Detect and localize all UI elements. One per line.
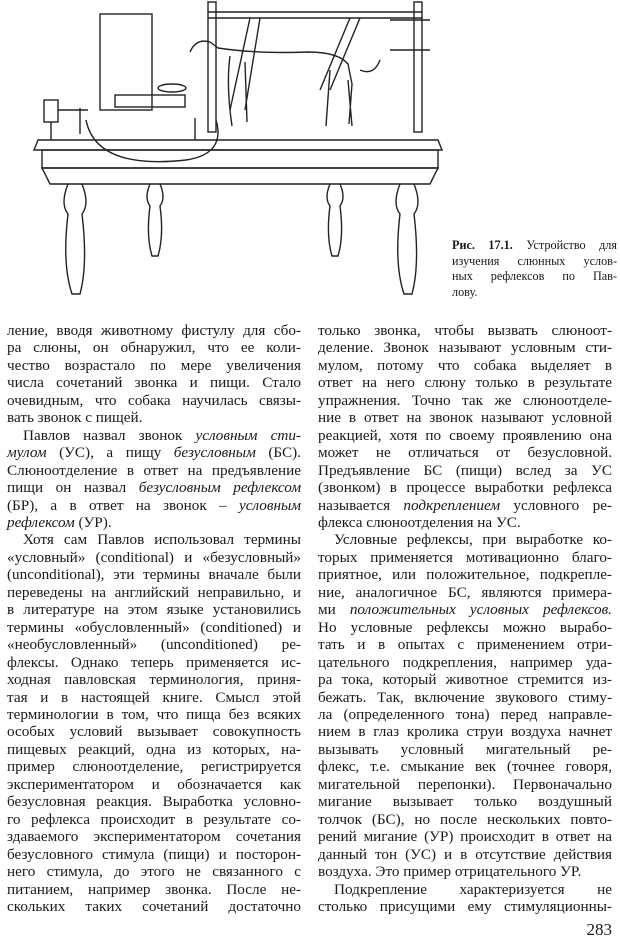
text-line bbox=[7, 514, 301, 531]
text-segment: числа сочетаний звонка и пищи. Стало bbox=[7, 374, 301, 392]
italic-term: рефлексом bbox=[7, 513, 75, 531]
text-line bbox=[318, 723, 612, 740]
text-segment: мигательной перепонки). Первоначально bbox=[318, 775, 612, 793]
text-segment: Но условные рефлексы можно вырабо- bbox=[318, 618, 612, 636]
text-line bbox=[318, 828, 612, 845]
text-line bbox=[318, 409, 612, 426]
text-segment: термины «обусловленный» (conditioned) и bbox=[7, 618, 301, 636]
caption-line: лову. bbox=[452, 284, 478, 299]
text-line bbox=[7, 497, 301, 514]
text-segment: переведены на английский неправильно, и bbox=[7, 583, 301, 601]
text-line bbox=[318, 462, 612, 479]
text-line bbox=[318, 497, 612, 514]
text-line bbox=[7, 357, 301, 374]
text-line bbox=[318, 863, 612, 880]
text-line bbox=[7, 689, 301, 706]
text-segment: вызывать условный мигательный ре- bbox=[318, 740, 612, 758]
text-segment: питанием, например звонка. После не- bbox=[7, 880, 301, 898]
text-line bbox=[7, 374, 301, 391]
text-line bbox=[318, 566, 612, 583]
italic-term: мулом bbox=[7, 444, 47, 462]
text-segment: экспериментатором и обозначается как bbox=[7, 775, 301, 793]
text-segment: в литературе на этом языке установились bbox=[7, 601, 301, 619]
text-line bbox=[7, 758, 301, 775]
text-segment: Слюноотделение в ответ на предъявление bbox=[7, 461, 301, 479]
italic-term: безусловным рефлексом bbox=[138, 479, 302, 497]
text-segment: ние в ответ на звонок называют условной bbox=[318, 409, 612, 427]
text-segment: нием в глаз кролика струи воздуха начнет bbox=[318, 723, 612, 741]
text-line bbox=[318, 392, 612, 409]
text-segment: может не отличаться от безусловной. bbox=[318, 444, 612, 462]
text-line bbox=[7, 601, 301, 618]
text-segment: Подкрепление характеризуется не bbox=[334, 880, 612, 898]
text-segment: реакцией, хотя по своему проявлению она bbox=[318, 426, 612, 444]
text-segment: «необусловленный» (unconditioned) ре- bbox=[7, 636, 301, 654]
text-segment: чество возрастало по мере увеличения bbox=[7, 356, 301, 374]
text-segment: (БС). bbox=[255, 444, 301, 462]
italic-term: подкреплением bbox=[403, 496, 501, 514]
text-line bbox=[318, 654, 612, 671]
text-line bbox=[318, 689, 612, 706]
text-segment: (БР), а в ответ на звонок – bbox=[7, 496, 239, 514]
text-line bbox=[7, 479, 301, 496]
text-segment: мигание вызывает только воздушный bbox=[318, 793, 612, 811]
text-segment: флекс, т.е. смыкание век (точнее говоря, bbox=[318, 758, 612, 776]
text-line bbox=[318, 636, 612, 653]
text-line bbox=[318, 444, 612, 461]
text-line bbox=[7, 811, 301, 828]
text-line bbox=[318, 758, 612, 775]
text-line bbox=[318, 741, 612, 758]
text-segment: рений мигание (УР) происходит в ответ на bbox=[318, 828, 612, 846]
text-line bbox=[318, 671, 612, 688]
text-line bbox=[7, 566, 301, 583]
text-segment: особых условий вызывает совокупность bbox=[7, 723, 301, 741]
text-segment: Хотя сам Павлов использовал термины bbox=[23, 531, 301, 549]
text-segment: ра тока, который животное стремится из- bbox=[318, 671, 612, 689]
text-line bbox=[7, 619, 301, 636]
text-line bbox=[7, 339, 301, 356]
text-segment: Условные рефлексы, при выработке ко- bbox=[334, 531, 612, 549]
text-segment: «условный» (conditional) и «безусловный» bbox=[7, 548, 301, 566]
text-segment: упражнения. Точно так же слюноотделе- bbox=[318, 391, 612, 409]
caption-label: Рис. 17.1. bbox=[452, 238, 513, 252]
text-column-left bbox=[7, 322, 301, 915]
text-segment: только звонка, чтобы вызвать слюноот- bbox=[318, 322, 612, 339]
text-line bbox=[318, 881, 612, 898]
text-line bbox=[318, 531, 612, 548]
text-line bbox=[7, 863, 301, 880]
text-line bbox=[318, 619, 612, 636]
text-segment: ла (определенного тона) перед направле- bbox=[318, 705, 612, 723]
text-line bbox=[7, 898, 301, 915]
text-segment: (unconditional), эти термины вначале были bbox=[7, 566, 301, 584]
text-line bbox=[7, 427, 301, 444]
text-line bbox=[7, 444, 301, 461]
text-segment: данный тон (УС) и в отсутствие действия bbox=[318, 845, 612, 863]
text-segment: здаваемого экспериментатором сочетания bbox=[7, 828, 301, 846]
text-line bbox=[7, 322, 301, 339]
text-segment: него стимула, до этого не связанного с bbox=[7, 863, 301, 881]
text-segment: бежать. Так, включение звукового стиму- bbox=[318, 688, 612, 706]
pavlov-apparatus-illustration bbox=[30, 0, 450, 318]
text-line bbox=[7, 654, 301, 671]
text-line bbox=[7, 531, 301, 548]
caption-line: ных рефлексов по Пав- bbox=[452, 269, 617, 283]
text-segment: флексы. Однако теперь применяется ис- bbox=[7, 653, 301, 671]
italic-term: безусловным bbox=[173, 444, 256, 462]
text-segment: очевидным, что собака научилась связы- bbox=[7, 391, 301, 409]
text-segment: безусловная реакция. Выработка условно- bbox=[7, 793, 301, 811]
text-segment: тая и в настоящей книге. Смысл этой bbox=[7, 688, 301, 706]
text-segment: пищевых реакций, одна из которых, на- bbox=[7, 740, 301, 758]
text-segment: терминологии в том, что пища без всяких bbox=[7, 705, 301, 723]
text-line bbox=[318, 776, 612, 793]
text-column-right bbox=[318, 322, 612, 915]
text-segment: (УР). bbox=[74, 513, 112, 531]
text-segment: цательного подкрепления, например уда- bbox=[318, 653, 612, 671]
text-segment: ми bbox=[318, 601, 350, 619]
caption-line bbox=[452, 238, 617, 254]
text-line bbox=[318, 322, 612, 339]
text-segment: ответ на него слюну только в результате bbox=[318, 374, 612, 392]
text-line bbox=[7, 828, 301, 845]
text-line bbox=[7, 706, 301, 723]
text-segment: называется bbox=[318, 496, 404, 514]
text-line bbox=[7, 881, 301, 898]
text-segment: скольких таких сочетаний достаточно bbox=[7, 897, 301, 915]
text-segment: торых применяется мотивационно благо- bbox=[318, 548, 612, 566]
page-number: 283 bbox=[586, 920, 612, 939]
text-line bbox=[318, 601, 612, 618]
text-line bbox=[318, 339, 612, 356]
text-segment: ходная павловская терминология, приня- bbox=[7, 671, 301, 689]
text-line bbox=[7, 741, 301, 758]
text-line bbox=[7, 671, 301, 688]
text-segment: вать звонок с пищей. bbox=[7, 409, 143, 427]
text-segment: флекса слюноотделения на УС. bbox=[318, 513, 521, 531]
text-line bbox=[7, 846, 301, 863]
text-segment: деление. Звонок называют условным сти- bbox=[318, 339, 612, 357]
text-segment: толчок (БС), но после нескольких повто- bbox=[318, 810, 612, 828]
italic-term: положительных условных рефлексов. bbox=[349, 601, 612, 619]
text-segment: столько присущими ему стимуляционны- bbox=[318, 897, 612, 915]
text-segment: го рефлекса происходит в результате со- bbox=[7, 810, 301, 828]
text-segment: приятное, или положительное, подкрепле- bbox=[318, 566, 612, 584]
text-segment: Предъявление БС (пищи) вслед за УС bbox=[318, 461, 612, 479]
text-segment: (УС), а пищу bbox=[46, 444, 174, 462]
text-line bbox=[318, 549, 612, 566]
text-line bbox=[318, 514, 612, 531]
text-line bbox=[7, 723, 301, 740]
text-line bbox=[7, 776, 301, 793]
text-line bbox=[7, 409, 301, 426]
text-line bbox=[318, 427, 612, 444]
text-segment: пищи он назвал bbox=[7, 479, 139, 497]
text-line bbox=[7, 584, 301, 601]
text-line bbox=[318, 846, 612, 863]
italic-term: условным сти- bbox=[195, 426, 301, 444]
text-segment: тать и в опытах с применением отри- bbox=[318, 636, 612, 654]
caption-text: Устройство для bbox=[526, 238, 617, 252]
text-segment: воздуха. Это пример отрицательного УР. bbox=[318, 863, 582, 881]
text-line bbox=[7, 636, 301, 653]
caption-line: изучения слюнных услов- bbox=[452, 253, 617, 268]
text-line bbox=[318, 374, 612, 391]
text-line bbox=[318, 793, 612, 810]
text-segment: пример слюноотделение, регистрируется bbox=[7, 758, 301, 776]
text-segment: мулом, потому что собака выделяет в bbox=[318, 356, 612, 374]
text-line bbox=[318, 357, 612, 374]
text-line bbox=[318, 898, 612, 915]
text-line bbox=[318, 584, 612, 601]
text-segment: Павлов назвал звонок bbox=[23, 426, 196, 444]
text-line bbox=[7, 793, 301, 810]
italic-term: условным bbox=[239, 496, 301, 514]
text-segment: ние, аналогичное БС, являются примера- bbox=[318, 583, 612, 601]
text-segment: условного ре- bbox=[500, 496, 612, 514]
text-line bbox=[7, 549, 301, 566]
text-line bbox=[318, 479, 612, 496]
text-segment: безусловного стимула (пищи) и посторон- bbox=[7, 845, 301, 863]
text-line bbox=[318, 706, 612, 723]
text-line bbox=[7, 462, 301, 479]
text-line bbox=[7, 392, 301, 409]
text-segment: ра слюны, он обнаружил, что ее коли- bbox=[7, 339, 301, 357]
text-segment: ление, вводя животному фистулу для сбо- bbox=[7, 322, 301, 339]
figure-caption bbox=[452, 238, 617, 300]
text-line bbox=[318, 811, 612, 828]
text-segment: (звонком) в процессе выработки рефлекса bbox=[318, 479, 612, 497]
